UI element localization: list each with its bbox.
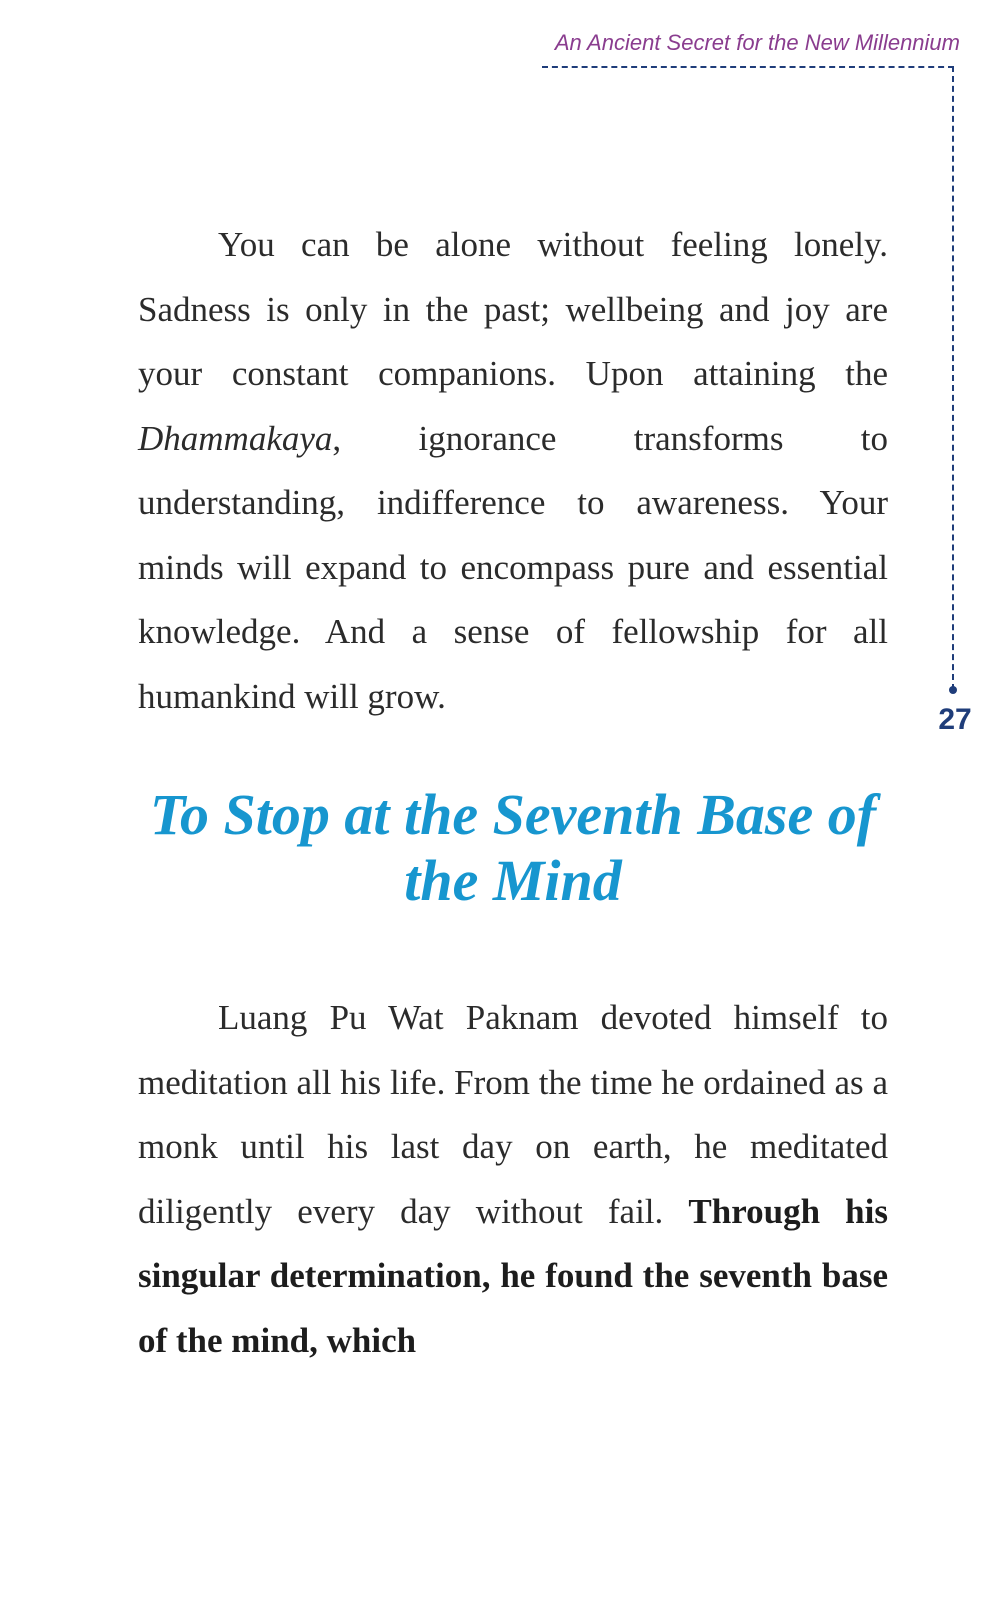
- page-number: 27: [938, 703, 972, 736]
- section-heading: To Stop at the Seventh Base of the Mind: [149, 782, 877, 913]
- paragraph-1: [138, 213, 888, 729]
- paragraph-2: [138, 986, 888, 1373]
- rule-end-dot: [949, 686, 957, 694]
- side-dashed-rule: [952, 66, 954, 690]
- paragraph-2-bold-text: Through his singular determination, he found the seventh base of the mind, which: [138, 1191, 888, 1360]
- header-dashed-rule: [542, 66, 954, 68]
- paragraph-1-term: Dhammakaya: [138, 418, 333, 458]
- paragraph-2-text: Luang Pu Wat Paknam devoted himself to meditation all his life. From the time he ordained as a monk until his last day on earth, he meditated diligently every day without fail.: [138, 998, 888, 1231]
- paragraph-1-text-b: , ignorance transforms to understanding, indifference to awareness. Your minds will expand to encompass pure and essential knowledge. And a sense of fellowship for all humankind will grow.: [138, 418, 888, 716]
- running-header: An Ancient Secret for the New Millennium: [554, 30, 960, 55]
- paragraph-1-text-a: You can be alone without feeling lonely. Sadness is only in the past; wellbeing and joy are your constant companions. Upon attaining the: [138, 225, 888, 393]
